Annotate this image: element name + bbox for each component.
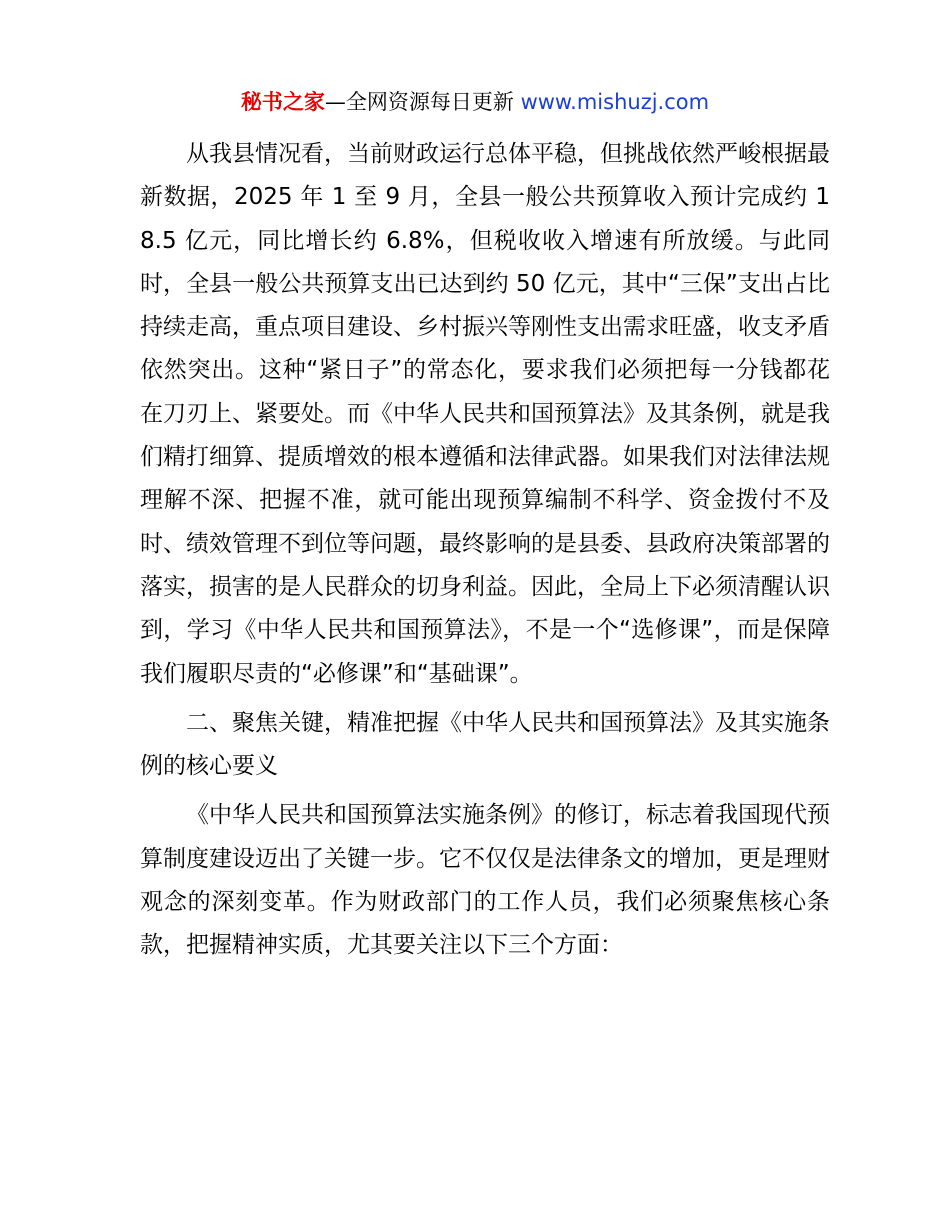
section-heading: 二、聚焦关键，精准把握《中华人民共和国预算法》及其实施条例的核心要义 bbox=[140, 709, 830, 780]
document-body bbox=[140, 133, 830, 968]
page-header bbox=[0, 86, 950, 118]
website-link[interactable]: www.mishuzj.com bbox=[520, 90, 710, 114]
body-paragraph: 从我县情况看，当前财政运行总体平稳，但挑战依然严峻根据最新数据，2025 年 1 至 9 月，全县一般公共预算收入预计完成约 18.5 亿元，同比增长约 6.8%，但税收收入增速有所放缓。与此同时，全县一般公共预算支出已达到约 50 亿元，其中“三保”支出占比持续走高，重点项目建设、乡村振兴等刚性支出需求旺盛，收支矛盾依然突出。这种“紧日子”的常态化，要求我们必须把每一分钱都花在刀刃上、紧要处。而《中华人民共和国预算法》及其条例，就是我们精打细算、提质增效的根本遵循和法律武器。如果我们对法律法规理解不深、把握不准，就可能出现预算编制不科学、资金拨付不及时、绩效管理不到位等问题，最终影响的是县委、县政府决策部署的落实，损害的是人民群众的切身利益。因此，全局上下必须清醒认识到，学习《中华人民共和国预算法》，不是一个“选修课”，而是保障我们履职尽责的“必修课”和“基础课”。 bbox=[140, 141, 830, 687]
header-tagline: —全网资源每日更新 bbox=[324, 90, 521, 114]
body-paragraph: 《中华人民共和国预算法实施条例》的修订，标志着我国现代预算制度建设迈出了关键一步。它不仅仅是法律条文的增加，更是理财观念的深刻变革。作为财政部门的工作人员，我们必须聚焦核心条款，把握精神实质，尤其要关注以下三个方面： bbox=[140, 802, 830, 959]
brand-name: 秘书之家 bbox=[240, 90, 325, 114]
